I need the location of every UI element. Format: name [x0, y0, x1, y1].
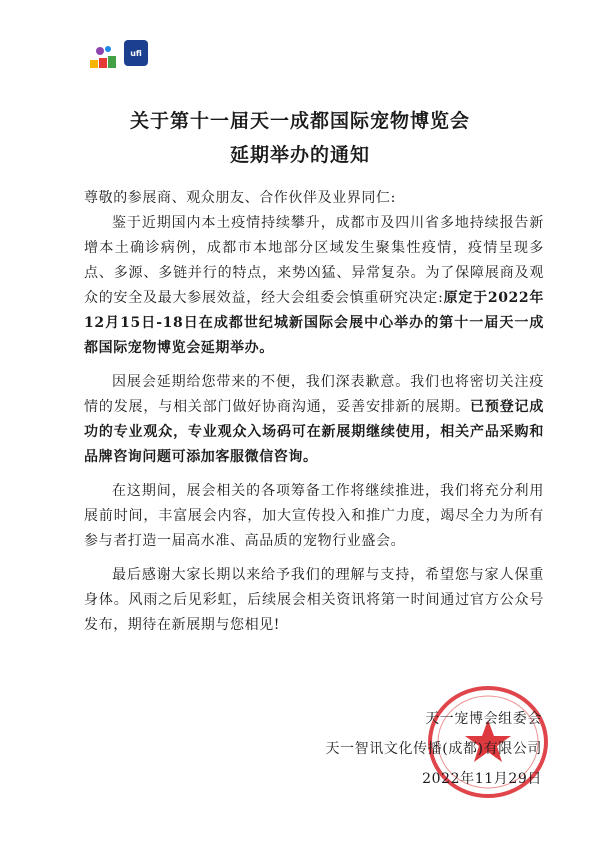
paragraph-3	[84, 479, 544, 554]
signature-company: 天一智讯文化传播(成都)有限公司	[325, 741, 542, 757]
paragraph-2-bold: 已预登记成功的专业观众，专业观众入场码可在新展期继续使用，相关产品采购和品牌咨询问题可添加客服微信咨询。	[84, 399, 545, 465]
ufi-logo-text: ufi	[130, 48, 142, 58]
signature-organizer: 天一宠博会组委会	[425, 711, 542, 727]
paragraph-1-bold: 原定于2022年12月15日-18日在成都世纪城新国际会展中心举办的第十一届天一成都国际宠物博览会延期举办。	[84, 290, 544, 356]
signature-date: 2022年11月29日	[422, 771, 542, 787]
paragraph-1-text: 鉴于近期国内本土疫情持续攀升，成都市及四川省多地持续报告新增本土确诊病例，成都市本地部分区域发生聚集性疫情，疫情呈现多点、多源、多链并行的特点，来势凶猛、异常复杂。为了保障展商及观众的安全及最大参展效益，经大会组委会慎重研究决定:	[84, 215, 544, 306]
paragraph-3-text: 在这期间，展会相关的各项筹备工作将继续推进，我们将充分利用展前时间，丰富展会内容，加大宣传投入和推广力度，竭尽全力为所有参与者打造一届高水准、高品质的宠物行业盛会。	[84, 483, 544, 549]
notice-body	[84, 186, 544, 647]
paragraph-4-text: 最后感谢大家长期以来给予我们的理解与支持，希望您与家人保重身体。风雨之后见彩虹，后续展会相关资讯将第一时间通过官方公众号发布，期待在新展期与您相见!	[84, 567, 544, 633]
paragraph-2-text: 因展会延期给您带来的不便，我们深表歉意。我们也将密切关注疫情的发展，与相关部门做好协商沟通，妥善安排新的展期。	[84, 374, 544, 415]
expo-logo-icon	[88, 44, 118, 70]
paragraph-1	[84, 211, 544, 361]
notice-title-line1: 关于第十一届天一成都国际宠物博览会	[129, 110, 470, 132]
ufi-logo	[124, 40, 148, 66]
greeting: 尊敬的参展商、观众朋友、合作伙伴及业界同仁:	[84, 190, 396, 206]
notice-title-line2: 延期举办的通知	[229, 144, 370, 166]
paragraph-4	[84, 563, 544, 638]
paragraph-2	[84, 370, 544, 470]
